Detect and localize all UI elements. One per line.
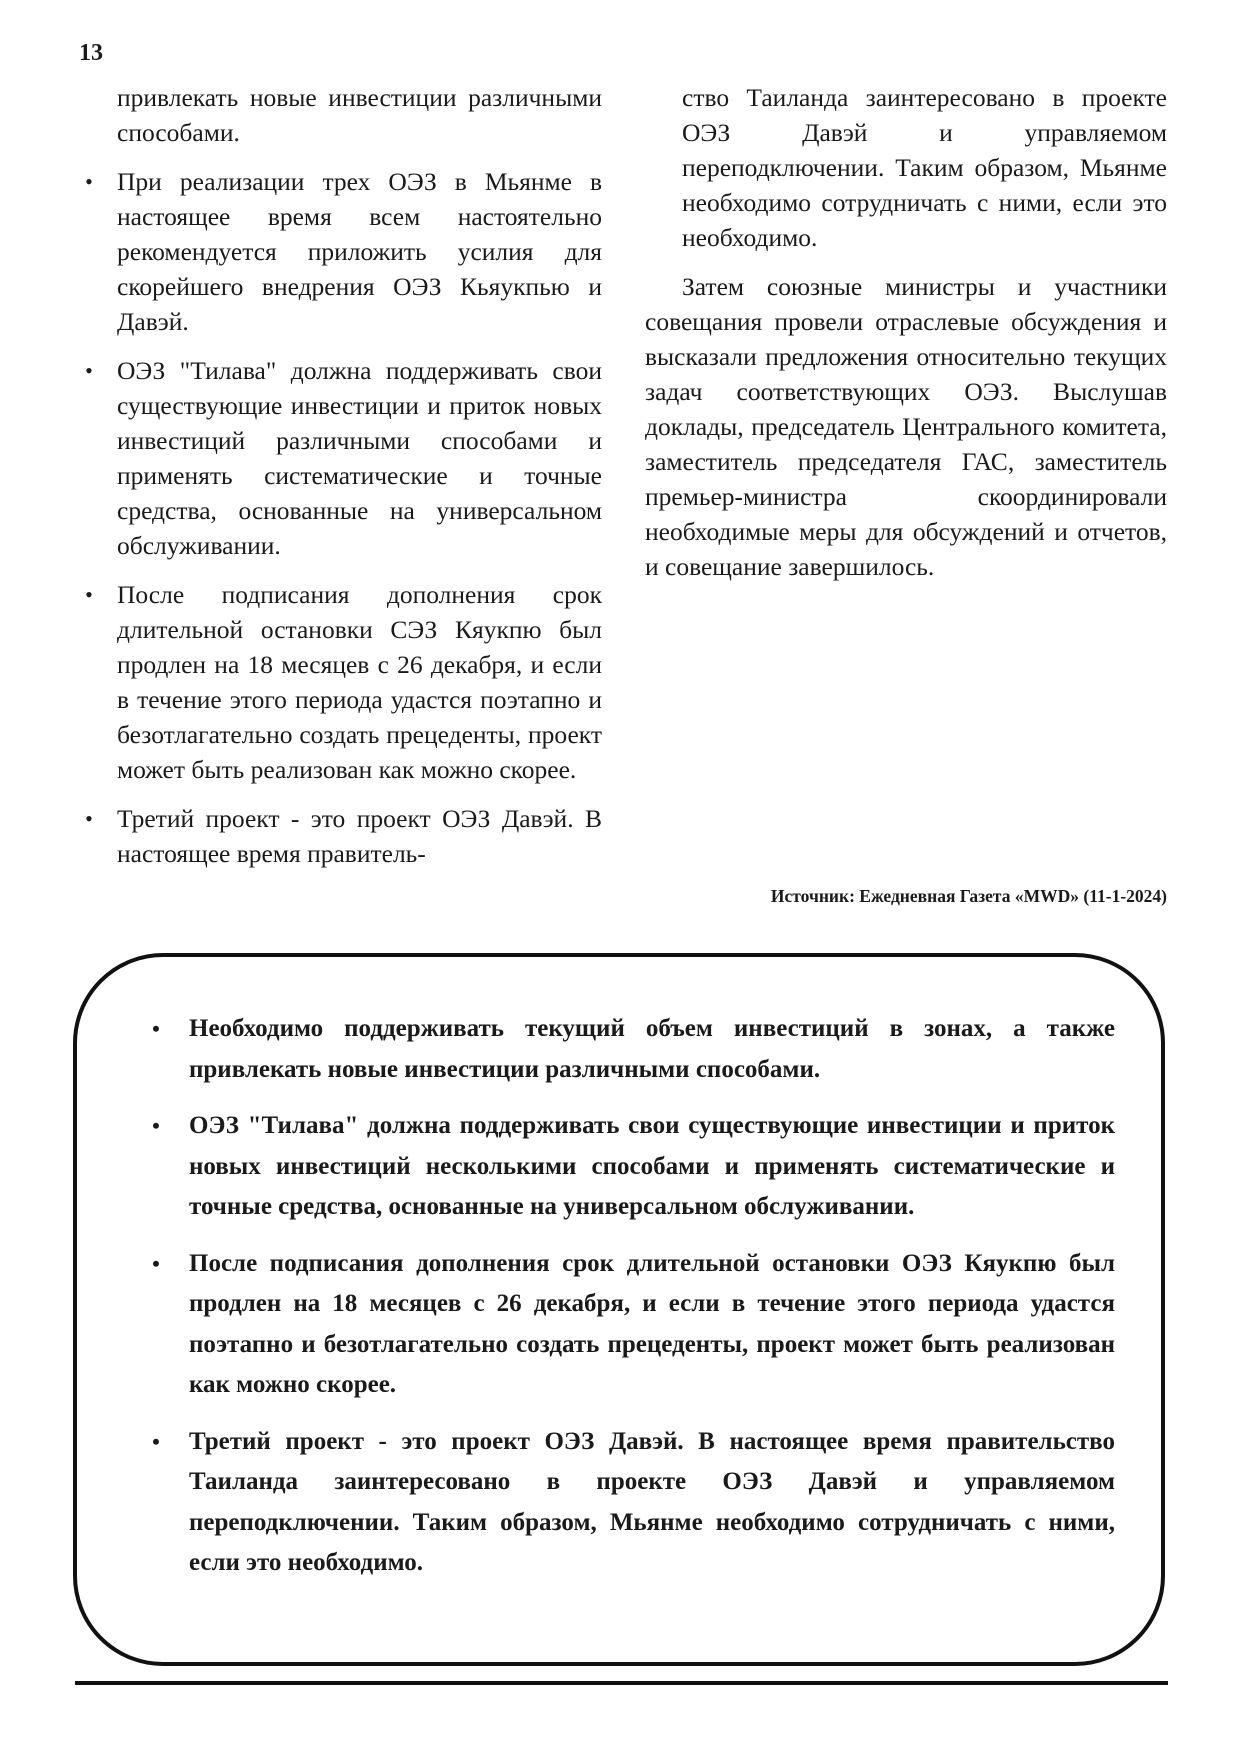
- bottom-rule: [75, 1681, 1168, 1685]
- body-paragraph: Затем союзные министры и участники совещания провели отраслевые обсуждения и высказали предложения относительно текущих задач соответствующих ОЭЗ. Выслушав доклады, председатель Центрального комитета, заместитель председателя ГАС, заместитель премьер-министра скоординировали необходимые меры для обсуждений и отчетов, и совещание завершилось.: [645, 272, 1167, 581]
- left-column: [80, 80, 602, 885]
- bullet-icon: •: [152, 1016, 160, 1041]
- list-item: [80, 577, 602, 787]
- bullet-icon: •: [152, 1428, 160, 1454]
- bullet-text: ОЭЗ "Тилава" должна поддерживать свои существующие инвестиции и приток новых инвестиций различными способами и применять систематические и точные средства, основанные на универсальном обслуживании.: [117, 356, 602, 560]
- bullet-icon: •: [85, 806, 93, 831]
- summary-text: После подписания дополнения срок длительной остановки ОЭЗ Кяукпю был продлен на 18 месяцев с 26 декабря, и если в течение этого периода удастся поэтапно и безотлагательно создать прецеденты, проект может быть реализован как можно скорее.: [189, 1249, 1115, 1398]
- summary-item: [147, 1106, 1115, 1228]
- list-item: [80, 164, 602, 339]
- bullet-text: После подписания дополнения срок длительной остановки СЭЗ Кяукпю был продлен на 18 месяцев с 26 декабря, и если в течение этого периода удастся поэтапно и безотлагательно создать прецеденты, проект может быть реализован как можно скорее.: [117, 580, 602, 784]
- summary-text: Необходимо поддерживать текущий объем инвестиций в зонах, а также привлекать новые инвестиции различными способами.: [189, 1015, 1115, 1083]
- bullet-icon: •: [152, 1250, 160, 1276]
- bullet-icon: •: [152, 1113, 160, 1138]
- left-continuation-text: [80, 80, 602, 150]
- summary-text: ОЭЗ "Тилава" должна поддерживать свои существующие инвестиции и приток новых инвестиций несколькими способами и применять систематические и точные средства, основанные на универсальном обслуживании.: [189, 1112, 1115, 1220]
- summary-item: [147, 1009, 1115, 1090]
- summary-item: [147, 1422, 1115, 1584]
- bullet-icon: •: [85, 358, 93, 383]
- continuation-paragraph: привлекать новые инвестиции различными способами.: [117, 83, 602, 147]
- bullet-text: При реализации трех ОЭЗ в Мьянме в настоящее время всем настоятельно рекомендуется приложить усилия для скорейшего внедрения ОЭЗ Кьяукпью и Давэй.: [117, 167, 602, 336]
- right-continuation-text: [645, 80, 1167, 255]
- bullet-icon: •: [85, 582, 93, 607]
- summary-item: [147, 1244, 1115, 1406]
- continuation-paragraph: ство Таиланда заинтересовано в проекте ОЭЗ Давэй и управляемом переподключении. Таким образом, Мьянме необходимо сотрудничать с ними, если это необходимо.: [682, 83, 1167, 252]
- summary-box: [73, 953, 1165, 1666]
- list-item: [80, 801, 602, 871]
- source-citation: Источник: Ежедневная Газета «MWD» (11-1-2024): [770, 886, 1167, 906]
- right-column: [645, 80, 1167, 584]
- list-item: [80, 353, 602, 563]
- bullet-icon: •: [85, 169, 93, 194]
- bullet-text: Третий проект - это проект ОЭЗ Давэй. В настоящее время правитель-: [117, 804, 602, 868]
- summary-list: [147, 1009, 1115, 1600]
- summary-text: Третий проект - это проект ОЭЗ Давэй. В настоящее время правительство Таиланда заинтересовано в проекте ОЭЗ Давэй и управляемом переподключении. Таким образом, Мьянме необходимо сотрудничать с ними, если это необходимо.: [189, 1427, 1115, 1576]
- page-number: 13: [79, 40, 103, 66]
